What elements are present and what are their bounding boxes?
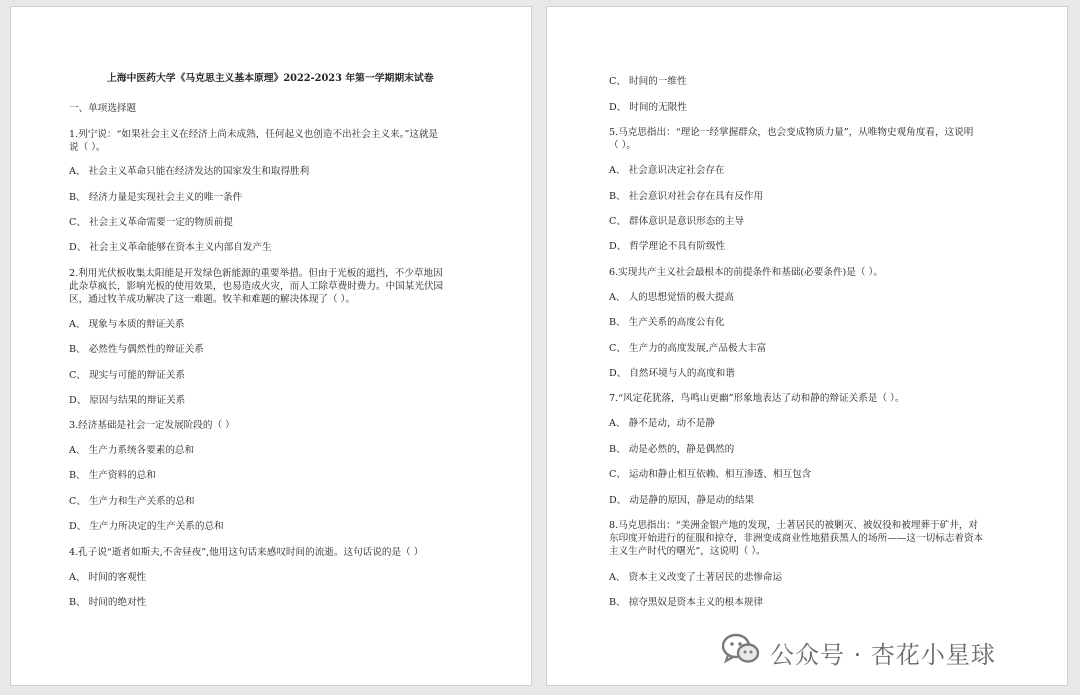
question-3-option-a: A、 生产力系统各要素的总和 — [69, 445, 195, 456]
question-7-option-a: A、 静不是动，动不是静 — [609, 418, 715, 429]
question-1-option-d: D、 社会主义革命能够在资本主义内部自发产生 — [69, 242, 272, 253]
question-3-text: 3.经济基础是社会一定发展阶段的（ ） — [69, 420, 235, 431]
question-1-text: 说（ ）。 — [69, 142, 106, 153]
question-6-option-a: A、 人的思想觉悟的极大提高 — [609, 292, 735, 303]
question-5-option-c: C、 群体意识是意识形态的主导 — [609, 216, 745, 227]
question-5-text: （ ）。 — [609, 140, 637, 151]
question-3-option-b: B、 生产资料的总和 — [69, 470, 156, 481]
question-1-text: 1.列宁说：“如果社会主义在经济上尚未成熟，任何起义也创造不出社会主义来。”这就是 — [69, 129, 439, 140]
question-2-text: 此杂草疯长，影响光板的使用效果，也易造成火灾，而人工除草费时费力。中国某光伏园 — [69, 281, 444, 292]
question-2-text: 区，通过牧羊成功解决了这一难题。牧羊和难题的解决体现了（ ）。 — [69, 294, 356, 305]
question-7-option-b: B、 动是必然的，静是偶然的 — [609, 444, 735, 455]
question-1-option-a: A、 社会主义革命只能在经济发达的国家发生和取得胜利 — [69, 166, 310, 177]
question-4-option-d: D、 时间的无限性 — [609, 102, 687, 113]
question-5-option-b: B、 社会意识对社会存在具有反作用 — [609, 191, 764, 202]
question-1-option-c: C、 社会主义革命需要一定的物质前提 — [69, 217, 233, 228]
question-4-text: 4.孔子说“逝者如斯夫,不舍昼夜”,他用这句话来感叹时间的流逝。这句话说的是（ ） — [69, 547, 424, 558]
question-1-option-b: B、 经济力量是实现社会主义的唯一条件 — [69, 192, 243, 203]
wechat-icon — [722, 633, 760, 671]
question-4-option-b: B、 时间的绝对性 — [69, 597, 147, 608]
question-8-text: 8.马克思指出：“美洲金银产地的发现，土著居民的被剿灭、被奴役和被埋葬于矿井，对 — [609, 520, 979, 531]
question-7-option-d: D、 动是静的原因，静是动的结果 — [609, 495, 755, 506]
question-2-option-b: B、 必然性与偶然性的辩证关系 — [69, 344, 204, 355]
question-2-option-a: A、 现象与本质的辩证关系 — [69, 319, 185, 330]
question-6-option-d: D、 自然环境与人的高度和谐 — [609, 368, 735, 379]
question-7-text: 7.“风定花犹落，鸟鸣山更幽”形象地表达了动和静的辩证关系是（ ）。 — [609, 393, 905, 404]
question-2-text: 2.利用光伏板收集太阳能是开发绿色新能源的重要举措。但由于光板的遮挡，不少草地因 — [69, 268, 443, 279]
document-page-right — [546, 6, 1068, 686]
question-6-option-c: C、 生产力的高度发展,产品极大丰富 — [609, 343, 767, 354]
question-6-text: 6.实现共产主义社会最根本的前提条件和基础(必要条件)是（ ）。 — [609, 267, 883, 278]
question-7-option-c: C、 运动和静止相互依赖、相互渗透、相互包含 — [609, 469, 812, 480]
question-8-option-b: B、 掠夺黑奴是资本主义的根本规律 — [609, 597, 764, 608]
question-6-option-b: B、 生产关系的高度公有化 — [609, 317, 725, 328]
question-4-option-c: C、 时间的一维性 — [609, 76, 687, 87]
question-2-option-c: C、 现实与可能的辩证关系 — [69, 370, 185, 381]
question-3-option-d: D、 生产力所决定的生产关系的总和 — [69, 521, 224, 532]
question-8-text: 东印度开始进行的征服和掠夺，非洲变成商业性地猎获黑人的场所——这一切标志着资本 — [609, 533, 984, 544]
question-2-option-d: D、 原因与结果的辩证关系 — [69, 395, 186, 406]
document-page-left — [10, 6, 532, 686]
question-5-option-d: D、 哲学理论不具有阶级性 — [609, 241, 726, 252]
watermark-text: 公众号 · 杏花小星球 — [770, 640, 996, 669]
question-3-option-c: C、 生产力和生产关系的总和 — [69, 496, 195, 507]
watermark — [722, 632, 996, 672]
question-8-option-a: A、 资本主义改变了土著居民的悲惨命运 — [609, 572, 783, 583]
question-8-text: 主义生产时代的曙光”，这说明（ ）。 — [609, 546, 766, 557]
question-5-option-a: A、 社会意识决定社会存在 — [609, 165, 725, 176]
question-5-text: 5.马克思指出：“理论一经掌握群众，也会变成物质力量”，从唯物史观角度看，这说明 — [609, 127, 974, 138]
question-4-option-a: A、 时间的客观性 — [69, 572, 147, 583]
exam-title: 上海中医药大学《马克思主义基本原理》2022-2023 年第一学期期末试卷 — [107, 73, 434, 84]
section-heading: 一、单项选择题 — [69, 103, 137, 114]
